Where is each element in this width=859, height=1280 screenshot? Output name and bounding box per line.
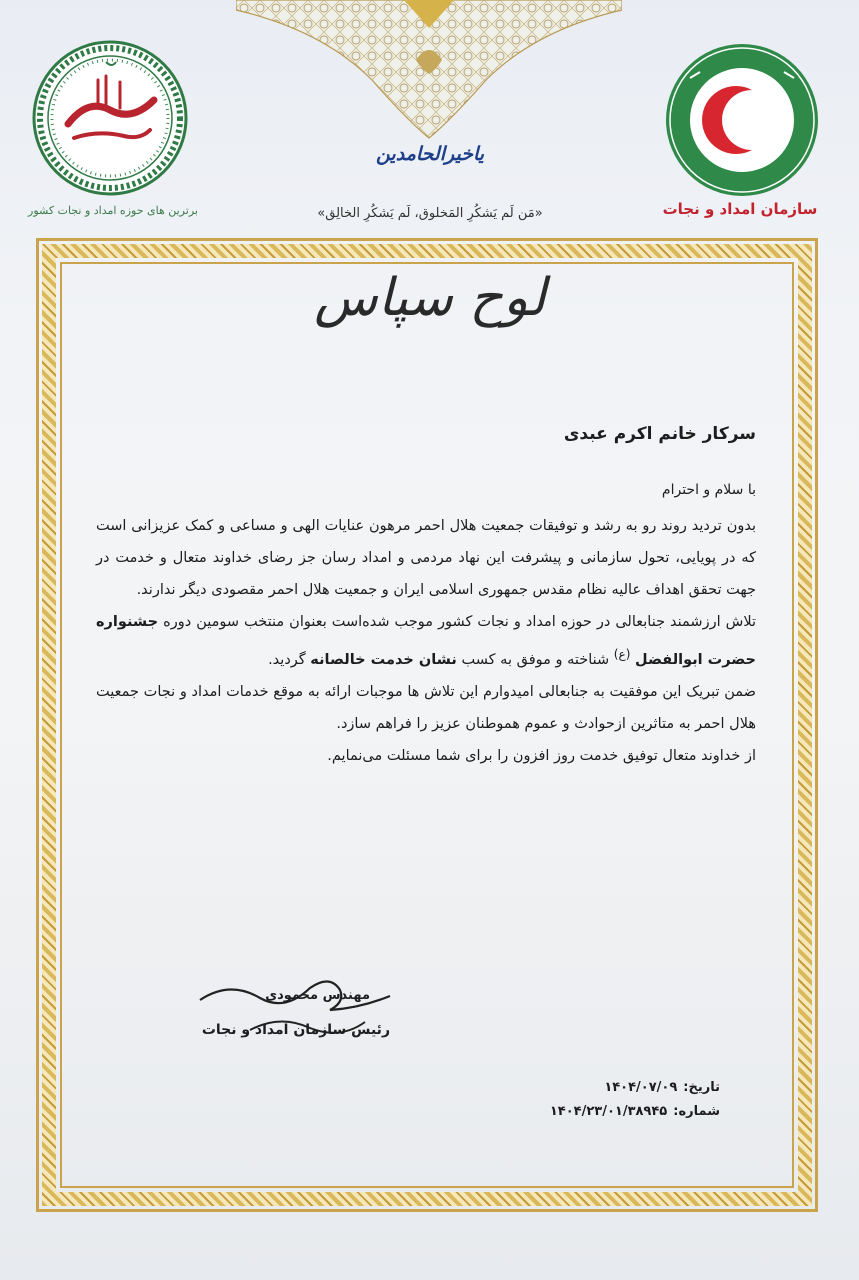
paragraph-3: ضمن تبریک این موفقیت به جنابعالی امیدوارم این تلاش ها موجبات ارائه به موقع خدمات امداد و نجات جمعیت هلال احمر به متاثرین ازحوادث و عموم هموطنان عزیز را فراهم سازد. [96, 683, 756, 732]
paragraph-4: از خداوند متعال توفیق خدمت روز افزون را برای شما مسئلت می‌نمایم. [327, 747, 756, 764]
number-label: شماره: [673, 1104, 720, 1119]
paragraph-2-part-a: تلاش ارزشمند جنابعالی در حوزه امداد و نجات کشور موجب شده‌است بعنوان منتخب سومین دوره [163, 614, 757, 630]
greeting: با سلام و احترام [661, 482, 756, 498]
rescue-org-caption: سازمان امداد و نجات [662, 200, 818, 218]
date-line [520, 1080, 720, 1095]
recipient-name: سرکار خانم اکرم عبدی [563, 424, 756, 444]
festival-caption: برترین های حوزه امداد و نجات کشور [28, 204, 198, 217]
festival-name: جشنواره حضرت ابوالفضل [96, 614, 756, 668]
festival-logo [28, 38, 193, 228]
certificate-title: لوح سپاس [314, 268, 546, 328]
paragraph-2 [96, 606, 756, 676]
invocation-text: یاخیرالحامدین [375, 143, 485, 165]
date-label: تاریخ: [683, 1080, 720, 1095]
paragraph-2-part-f: گردید. [268, 651, 306, 668]
award-name: نشان خدمت خالصانه [310, 651, 457, 668]
paragraph-2-part-d: شناخته و موفق به کسب [461, 651, 610, 668]
honorific: (ع) [613, 647, 631, 661]
signer-title: رئیس سازمان امداد و نجات [201, 1022, 390, 1038]
top-ornament [236, 0, 622, 150]
paragraph-1: بدون تردید روند رو به رشد و توفیقات جمعیت هلال احمر مرهون عنایات الهی و مساعی و کمک عزیزانی است که در پویایی، تحول سازمانی و پیشرفت این نهاد مردمی و امداد رسان جز رضای خداوند متعال و خدمت در جهت تحقق اهداف عالیه نظام مقدس جمهوری اسلامی ایران و جمعیت هلال احمر مقصودی دیگر ندارند. [96, 518, 756, 598]
signer-name: مهندس محمودی [265, 988, 370, 1003]
date-value: ۱۴۰۴/۰۷/۰۹ [604, 1080, 678, 1095]
number-line [520, 1104, 720, 1119]
letter-body [96, 418, 756, 772]
number-value: ۱۴۰۴/۲۳/۰۱/۳۸۹۴۵ [549, 1104, 668, 1119]
handwritten-signature [190, 970, 400, 1050]
hadith-text: «مَن لَم یَشکُرِ المَخلوق، لَم یَشکُرِ الخالِق» [317, 206, 543, 221]
